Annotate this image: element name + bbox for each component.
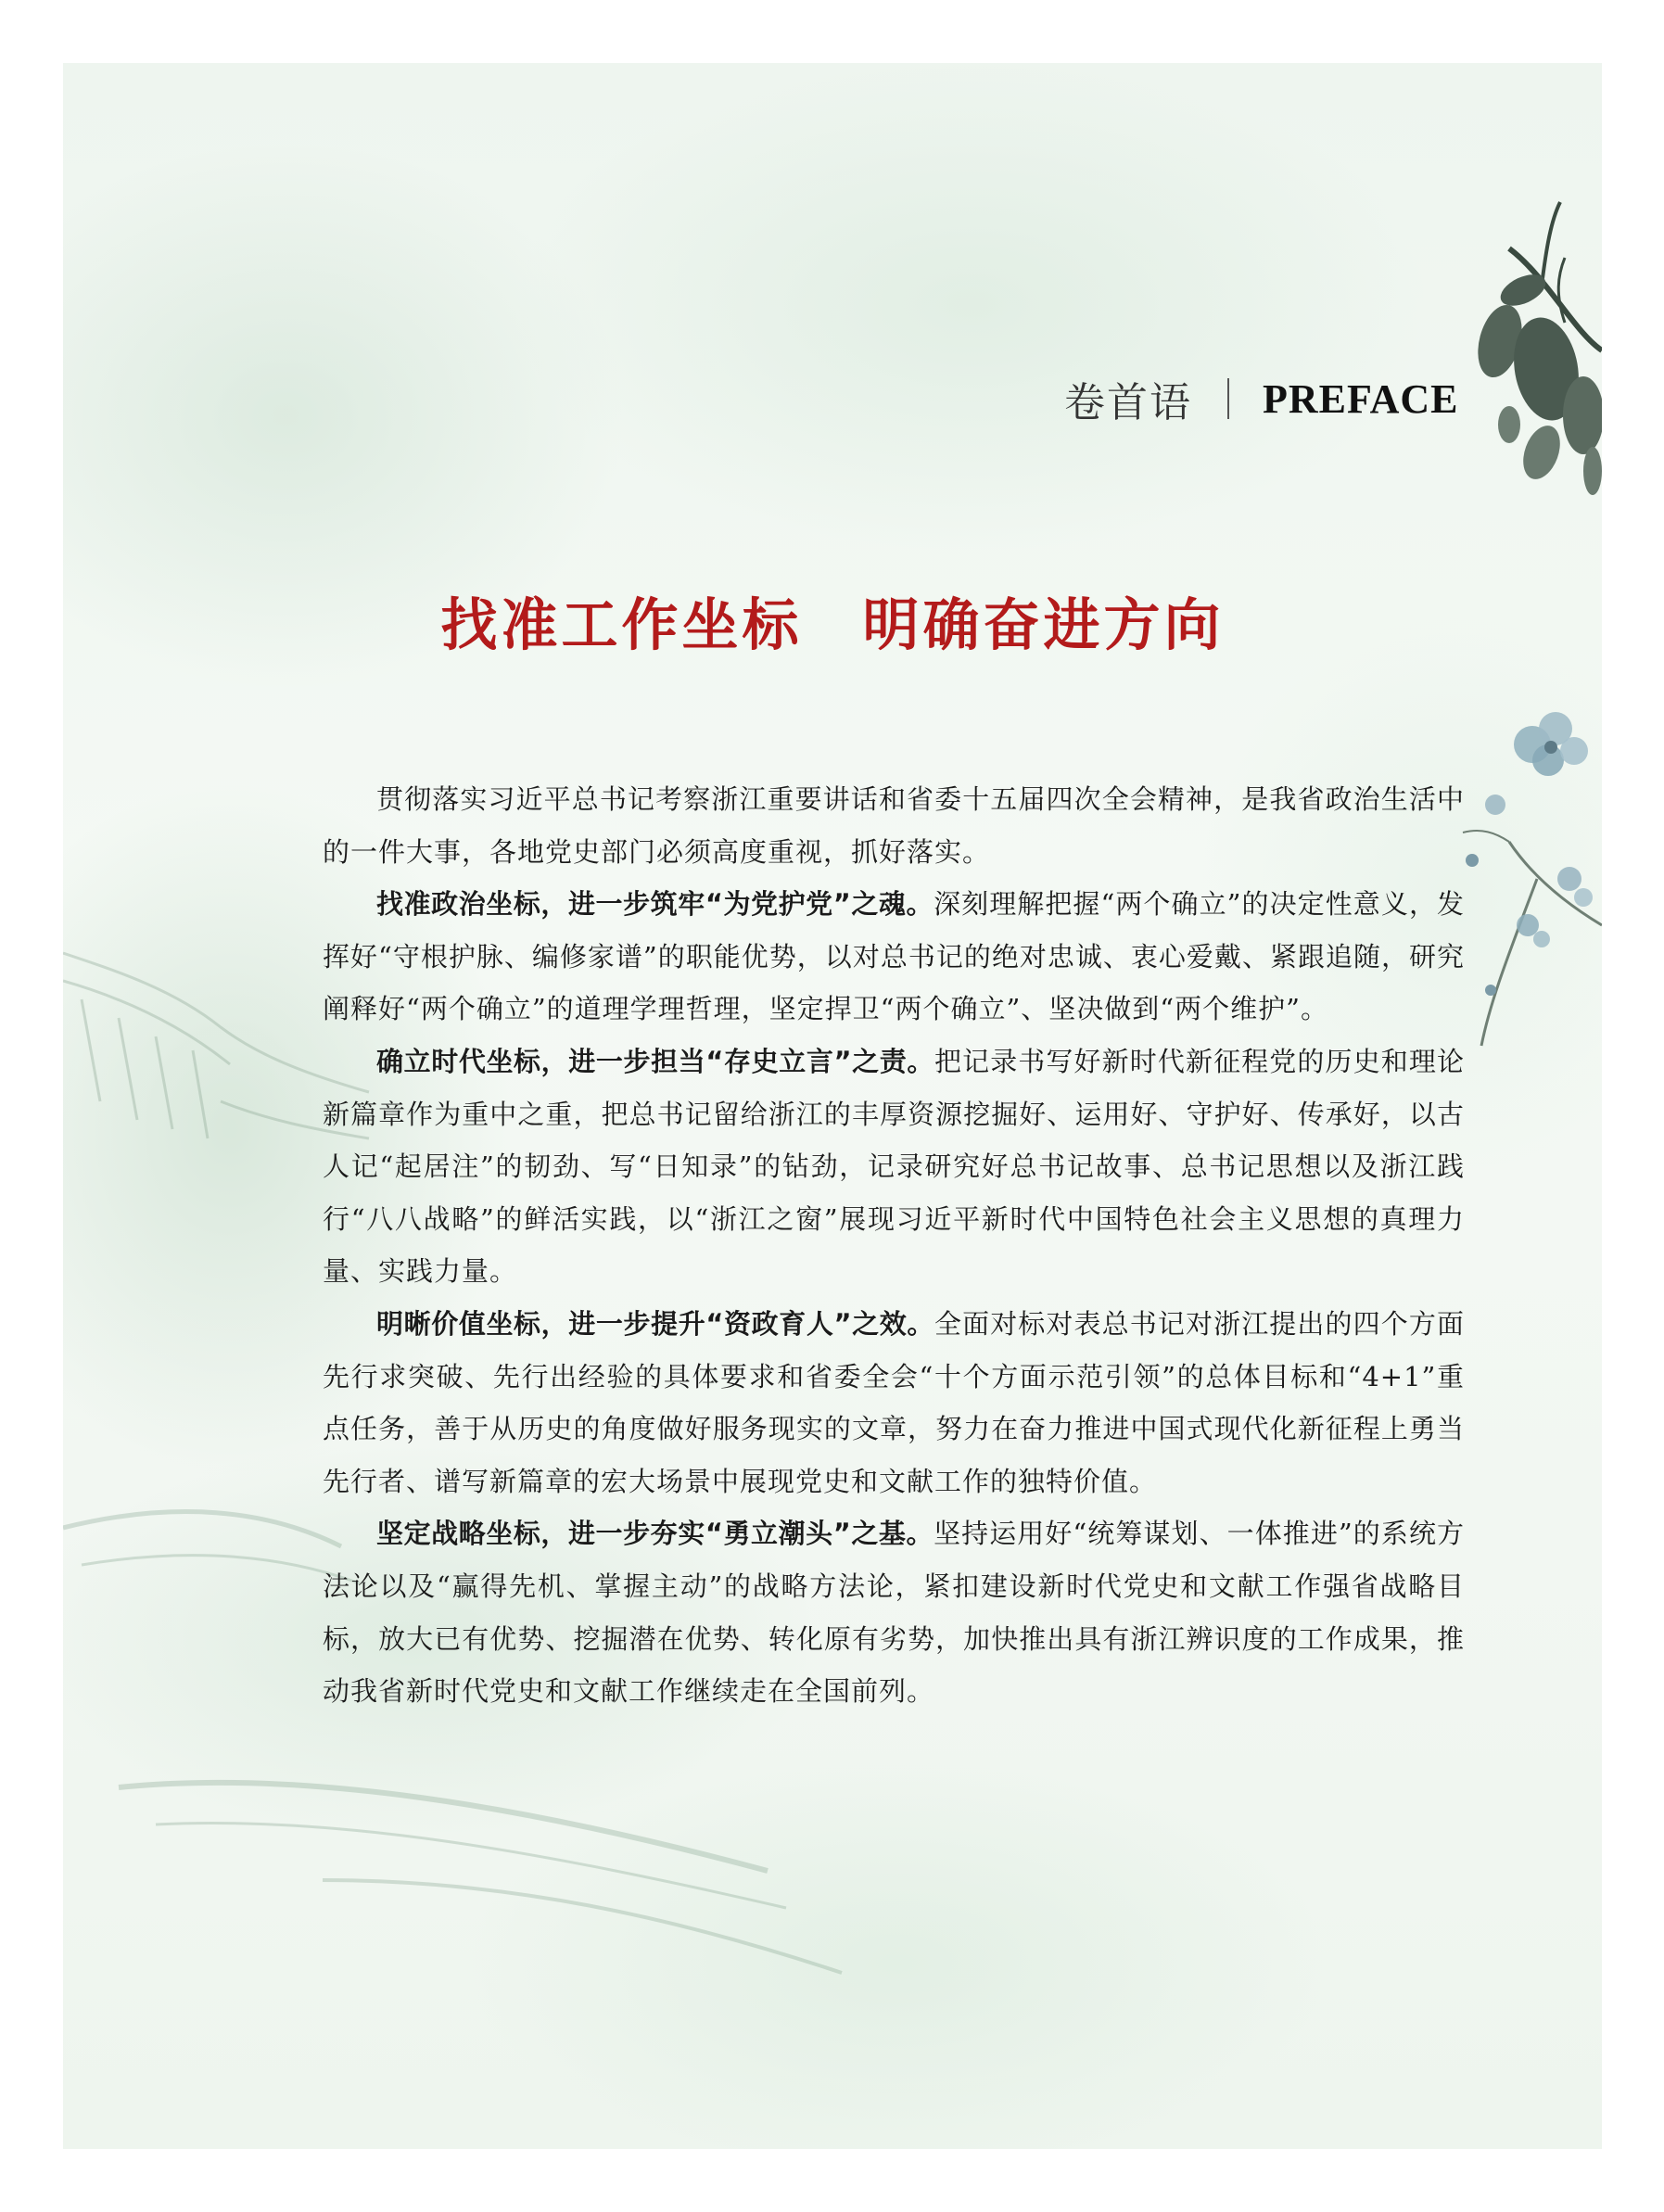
paragraph-value	[323, 1298, 1465, 1507]
paragraph-era	[323, 1036, 1465, 1298]
article-body	[323, 773, 1465, 1718]
page-background	[63, 63, 1602, 2149]
paragraph-text: 贯彻落实习近平总书记考察浙江重要讲话和省委十五届四次全会精神，是我省政治生活中的一件大事，各地党史部门必须高度重视，抓好落实。	[323, 783, 1465, 868]
paragraph-text: 把记录书写好新时代新征程党的历史和理论新篇章作为重中之重，把总书记留给浙江的丰厚资源挖掘好、运用好、守护好、传承好，以古人记“起居注”的韧劲、写“日知录”的钻劲，记录研究好总书记故事、总书记思想以及浙江践行“八八战略”的鲜活实践，以“浙江之窗”展现习近平新时代中国特色社会主义思想的真理力量、实践力量。	[323, 1045, 1465, 1288]
paragraph-lead: 找准政治坐标，进一步筑牢“为党护党”之魂。	[376, 888, 934, 921]
article-title: 找准工作坐标 明确奋进方向	[440, 592, 1225, 658]
paragraph-lead: 明晰价值坐标，进一步提升“资政育人”之效。	[376, 1307, 934, 1340]
blossom-branch-illustration	[1463, 712, 1602, 1046]
paragraph-political	[323, 878, 1465, 1036]
paragraph-strategy	[323, 1507, 1465, 1717]
paragraph-text: 全面对标对表总书记对浙江提出的四个方面先行求突破、先行出经验的具体要求和省委全会“十个方面示范引领”的总体目标和“4+1”重点任务，善于从历史的角度做好服务现实的文章，努力在奋力推进中国式现代化新征程上勇当先行者、谱写新篇章的宏大场景中展现党史和文献工作的独特价值。	[323, 1307, 1465, 1497]
header-divider	[1227, 378, 1229, 419]
paragraph-lead: 确立时代坐标，进一步担当“存史立言”之责。	[376, 1045, 934, 1077]
branch-with-leaves-illustration	[1470, 202, 1602, 495]
paragraph-text: 坚持运用好“统筹谋划、一体推进”的系统方法论以及“赢得先机、掌握主动”的战略方法论，紧扣建设新时代党史和文献工作强省战略目标，放大已有优势、挖掘潜在优势、转化原有劣势，加快推出具有浙江辨识度的工作成果，推动我省新时代党史和文献工作继续走在全国前列。	[323, 1518, 1466, 1708]
section-header	[1064, 369, 1459, 428]
header-english-label: PREFACE	[1263, 375, 1459, 422]
header-chinese-label: 卷首语	[1064, 379, 1192, 426]
paragraph-intro	[323, 773, 1465, 878]
paragraph-text: 深刻理解把握“两个确立”的决定性意义，发挥好“守根护脉、编修家谱”的职能优势，以对总书记的绝对忠诚、衷心爱戴、紧跟追随，研究阐释好“两个确立”的道理学理哲理，坚定捍卫“两个确立”、坚决做到“两个维护”。	[323, 888, 1466, 1025]
paragraph-lead: 坚定战略坐标，进一步夯实“勇立潮头”之基。	[376, 1518, 934, 1550]
